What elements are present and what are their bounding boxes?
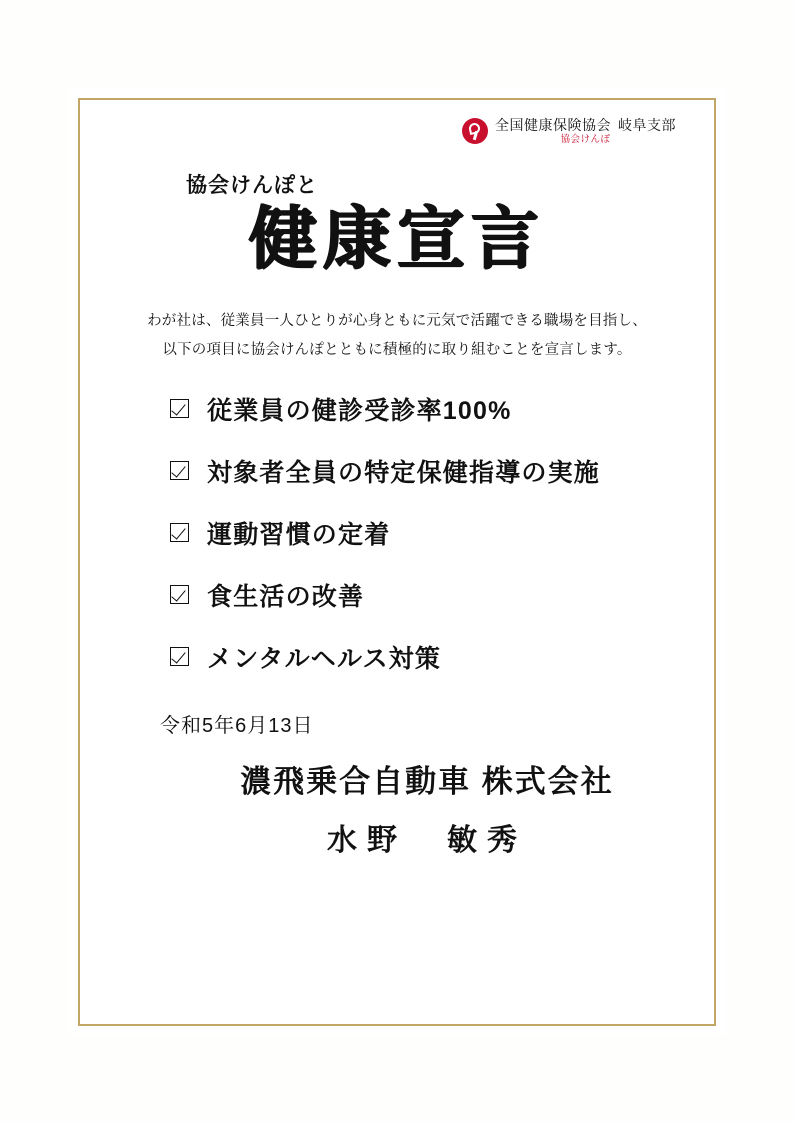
checkbox-checked-icon xyxy=(170,399,189,418)
checklist-item-label: メンタルヘルス対策 xyxy=(207,644,442,673)
checklist-item-label: 食生活の改善 xyxy=(207,582,365,611)
page-title: 健康宣言 xyxy=(248,200,545,277)
intro-paragraph xyxy=(114,307,680,365)
kyokai-kenpo-logo-icon xyxy=(462,118,488,144)
company-name: 濃飛乗合自動車 株式会社 xyxy=(240,763,614,799)
logo-organization-name: 全国健康保険協会 xyxy=(495,117,611,133)
checkbox-checked-icon xyxy=(170,585,189,604)
logo-row xyxy=(114,114,680,145)
checklist-item-label: 対象者全員の特定保健指導の実施 xyxy=(207,458,601,487)
certificate-content xyxy=(88,106,706,1018)
checkbox-checked-icon xyxy=(170,461,189,480)
checkbox-checked-icon xyxy=(170,647,189,666)
checklist-item-label: 運動習慣の定着 xyxy=(207,520,391,549)
intro-line-1: わが社は、従業員一人ひとりが心身ともに元気で活躍できる職場を目指し、 xyxy=(147,312,647,329)
pretitle: 協会けんぽと xyxy=(186,173,318,197)
declaration-checklist xyxy=(114,391,680,675)
logo-branch-name: 岐阜支部 xyxy=(618,117,676,133)
list-item xyxy=(170,639,680,675)
list-item xyxy=(170,515,680,551)
signature-name: 水野 敏秀 xyxy=(327,822,527,858)
list-item xyxy=(170,391,680,427)
logo-subtitle: 協会けんぽ xyxy=(560,133,611,145)
list-item xyxy=(170,453,680,489)
logo-text-block xyxy=(495,118,676,145)
organization-logo xyxy=(462,118,676,145)
logo-organization-line xyxy=(495,118,676,133)
checkbox-checked-icon xyxy=(170,523,189,542)
list-item xyxy=(170,577,680,613)
intro-line-2: 以下の項目に協会けんぽとともに積極的に取り組むことを宣言します。 xyxy=(162,341,632,358)
declaration-date: 令和5年6月13日 xyxy=(160,714,314,737)
checklist-item-label: 従業員の健診受診率100% xyxy=(207,396,512,425)
